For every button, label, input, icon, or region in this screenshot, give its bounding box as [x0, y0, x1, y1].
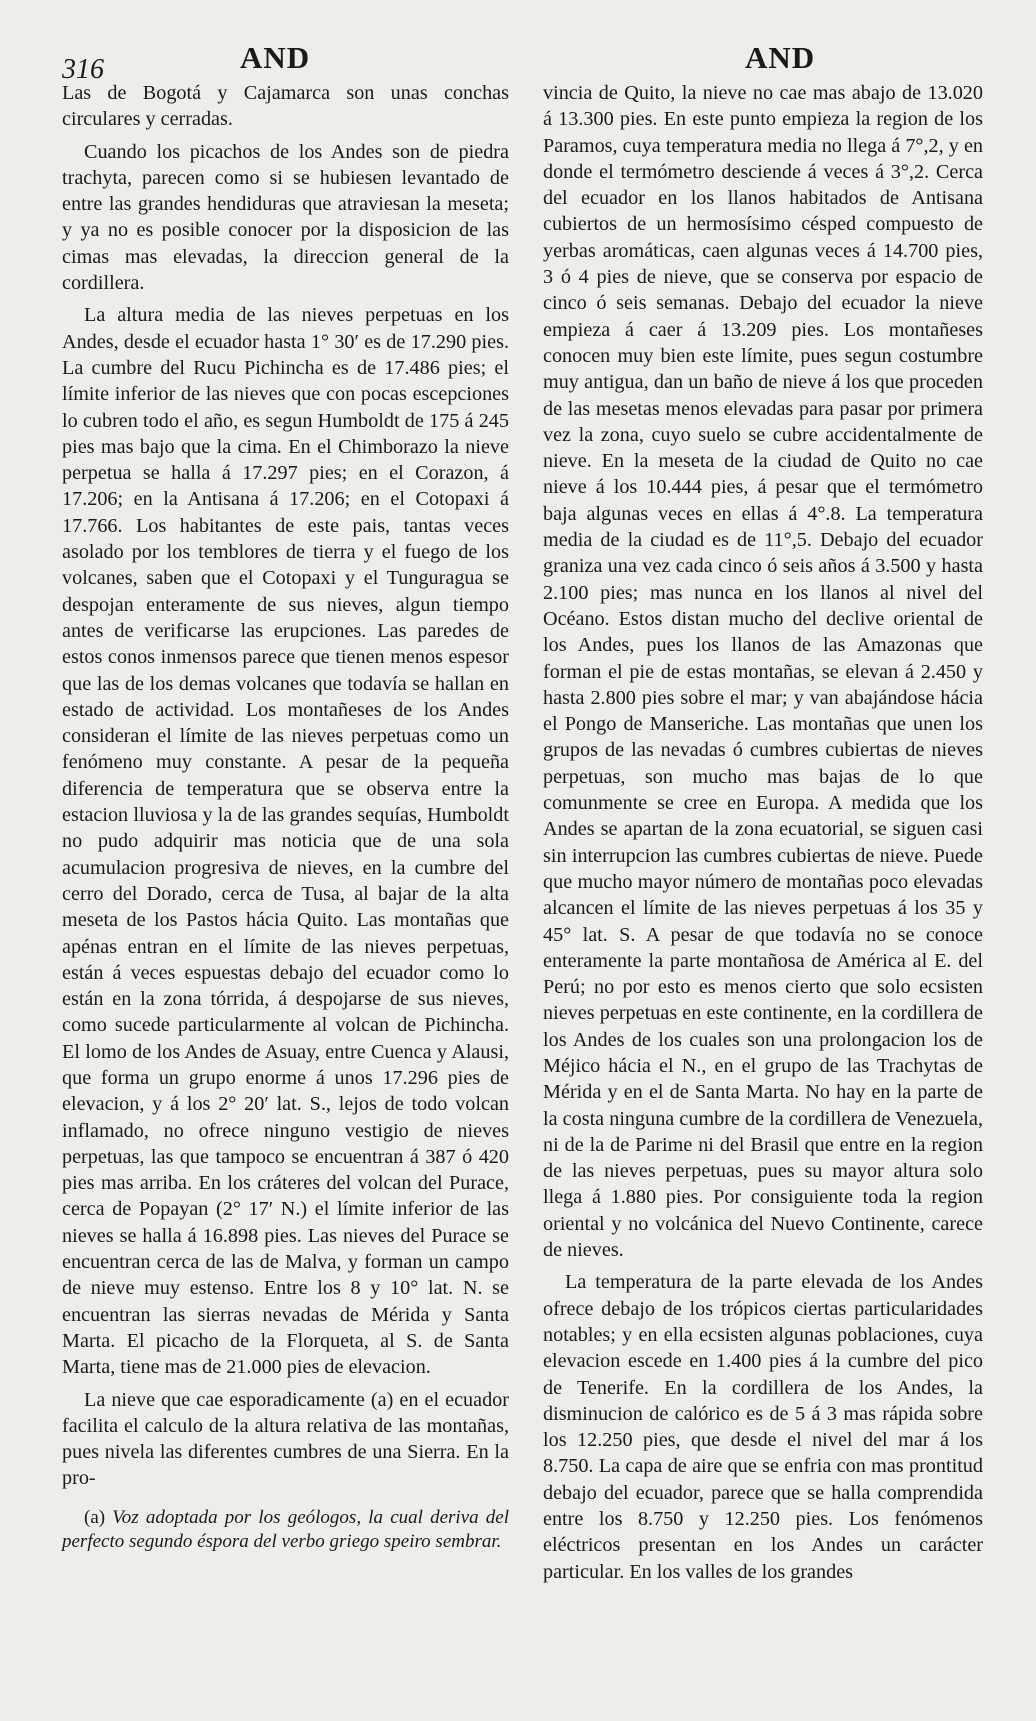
footnote-text: Voz adoptada por los geólogos, la cual deriva del perfecto segundo éspora del verbo griego speiro sembrar.: [62, 1506, 510, 1552]
page-header: [0, 38, 1036, 85]
left-running-head: AND: [240, 40, 311, 75]
paragraph: La nieve que cae esporadicamente (a) en el ecuador facilita el calculo de la altura relativa de las montañas, pues nivela las diferentes cumbres de una Sierra. En la pro-: [62, 1388, 509, 1490]
footnote-marker: (a): [84, 1506, 106, 1528]
paragraph: vincia de Quito, la nieve no cae mas abajo de 13.020 á 13.300 pies. En este punto empieza la region de los Paramos, cuya temperatura media no llega á 7°,2, y en donde el termómetro desciende á veces á 3°,2. Cerca del ecuador en los llanos habitados de Antisana cubiertos de un hermosísimo césped compuesto de yerbas aromáticas, caen algunas veces á 14.700 pies, 3 ó 4 pies de nieve, que se conserva por espacio de cinco ó seis semanas. Debajo del ecuador la nieve empieza á caer á 13.209 pies. Los montañeses conocen muy bien este límite, pues segun costumbre muy antigua, dan un baño de nieve á los que proceden de las mesetas menos elevadas para pasar por primera vez la zona, cuyo suelo se cubre accidentalmente de nieve. En la meseta de la ciudad de Quito no cae nieve á los 10.444 pies, á pesar que el termómetro baja algunas veces en ellas á 4°.8. La temperatura media de la ciudad es de 11°,5. Debajo del ecuador graniza una vez cada cinco ó seis años á 3.500 y hasta 2.100 pies; mas nunca en los llanos al nivel del Océano. Estos distan mucho del declive oriental de los Andes, pues los llanos de las Amazonas que forman el pie de estas montañas, se elevan á 2.450 y hasta 2.800 pies sobre el mar; y van abajándose hácia el Pongo de Manseriche. Las montañas que unen los grupos de las nevadas ó cumbres cubiertas de nieves perpetuas, son mucho mas bajas de lo que comunmente se cree en Europa. A medida que los Andes se apartan de la zona ecuatorial, se siguen casi sin interrupcion las cumbres cubiertas de nieve. Puede que mucho mayor número de montañas poco elevadas alcancen el límite de las nieves perpetuas á los 35 y 45° lat. S. A pesar de que todavía no se conoce enteramente la parte montañosa de América al E. del Perú; no por esto es menos cierto que solo ecsisten nieves perpetuas en este continente, en la cordillera de los Andes de los cuales son una prolongacion los de Méjico hácia el N., en el grupo de las Trachytas de Mérida y en el de Santa Marta. No hay en la parte de la costa ninguna cumbre de la cordillera de Venezuela, ni de la de Parime ni del Brasil que entre en la region de las nieves perpetuas, pues su mayor altura solo llega á 1.880 pies. Por consiguiente toda la region oriental y no volcánica del Nuevo Continente, carece de nieves.: [543, 82, 983, 1262]
right-column: [543, 80, 983, 1591]
paragraph: Las de Bogotá y Cajamarca son unas conchas circulares y cerradas.: [62, 82, 509, 131]
footnote: [62, 1506, 509, 1554]
paragraph: La temperatura de la parte elevada de los Andes ofrece debajo de los trópicos ciertas particularidades notables; y en ella ecsisten algunas poblaciones, cuya elevacion escede en 1.400 pies á la cumbre del pico de Tenerife. En la cordillera de los Andes, la disminucion de calórico es de 5 á 3 mas rápida sobre los 12.250 pies, que desde el nivel del mar á los 8.750. La capa de aire que se enfria con mas prontitud debajo del ecuador, parece que se halla comprendida entre los 8.750 y 12.250 pies. Los fenómenos eléctricos presentan en los Andes un carácter particular. En los valles de los grandes: [543, 1271, 983, 1583]
page-number: 316: [62, 54, 104, 85]
right-running-head: AND: [745, 40, 816, 75]
left-column: [62, 80, 509, 1560]
paragraph: Cuando los picachos de los Andes son de piedra trachyta, parecen como si se hubiesen levantado de entre las grandes hendiduras que atraviesan la meseta; y ya no es posible conocer por la disposicion de las cimas mas elevadas, la direccion general de la cordillera.: [62, 140, 509, 295]
paragraph: La altura media de las nieves perpetuas en los Andes, desde el ecuador hasta 1° 30′ es de 17.290 pies. La cumbre del Rucu Pichincha es de 17.486 pies; el límite inferior de las nieves que con pocas escepciones lo cubren todo el año, es segun Humboldt de 175 á 245 pies mas bajo que la cima. En el Chimborazo la nieve perpetua se halla á 17.297 pies; en el Corazon, á 17.206; en la Antisana á 17.206; en el Cotopaxi á 17.766. Los habitantes de este pais, tantas veces asolado por los temblores de tierra y el fuego de los volcanes, saben que el Cotopaxi y el Tunguragua se despojan enteramente de sus nieves, algun tiempo antes de verificarse las erupciones. Las paredes de estos conos inmensos parece que tienen menos espesor que las de los demas volcanes que todavía se hallan en estado de actividad. Los montañeses de los Andes consideran el límite de las nieves perpetuas como un fenómeno muy constante. A pesar de la pequeña diferencia de temperatura que se observa entre la estacion lluviosa y la de las grandes sequías, Humboldt no pudo adquirir mas noticia que de una sola acumulacion progresiva de nieves, en la cumbre del cerro del Dorado, cerca de Tusa, al bajar de la alta meseta de los Pastos hácia Quito. Las montañas que apénas entran en el límite de las nieves perpetuas, están á veces espuestas debajo del ecuador como lo están en la zona tórrida, á despojarse de sus nieves, como sucede particularmente al volcan de Pichincha. El lomo de los Andes de Asuay, entre Cuenca y Alausi, que forma un grupo enorme á unos 17.296 pies de elevacion, y á los 2° 20′ lat. S., lejos de todo volcan inflamado, no ofrece ninguno vestigio de nieves perpetuas, las que tampoco se encuentran á 387 ó 420 pies mas arriba. En los cráteres del volcan del Purace, cerca de Popayan (2° 17′ N.) el límite inferior de las nieves se halla á 16.898 pies. Las nieves del Purace se encuentran cerca de las de Malva, y forman un campo de nieve muy estenso. Entre los 8 y 10° lat. N. se encuentran las sierras nevadas de Mérida y Santa Marta. El picacho de la Florqueta, al S. de Santa Marta, tiene mas de 21.000 pies de elevacion.: [62, 304, 509, 1379]
